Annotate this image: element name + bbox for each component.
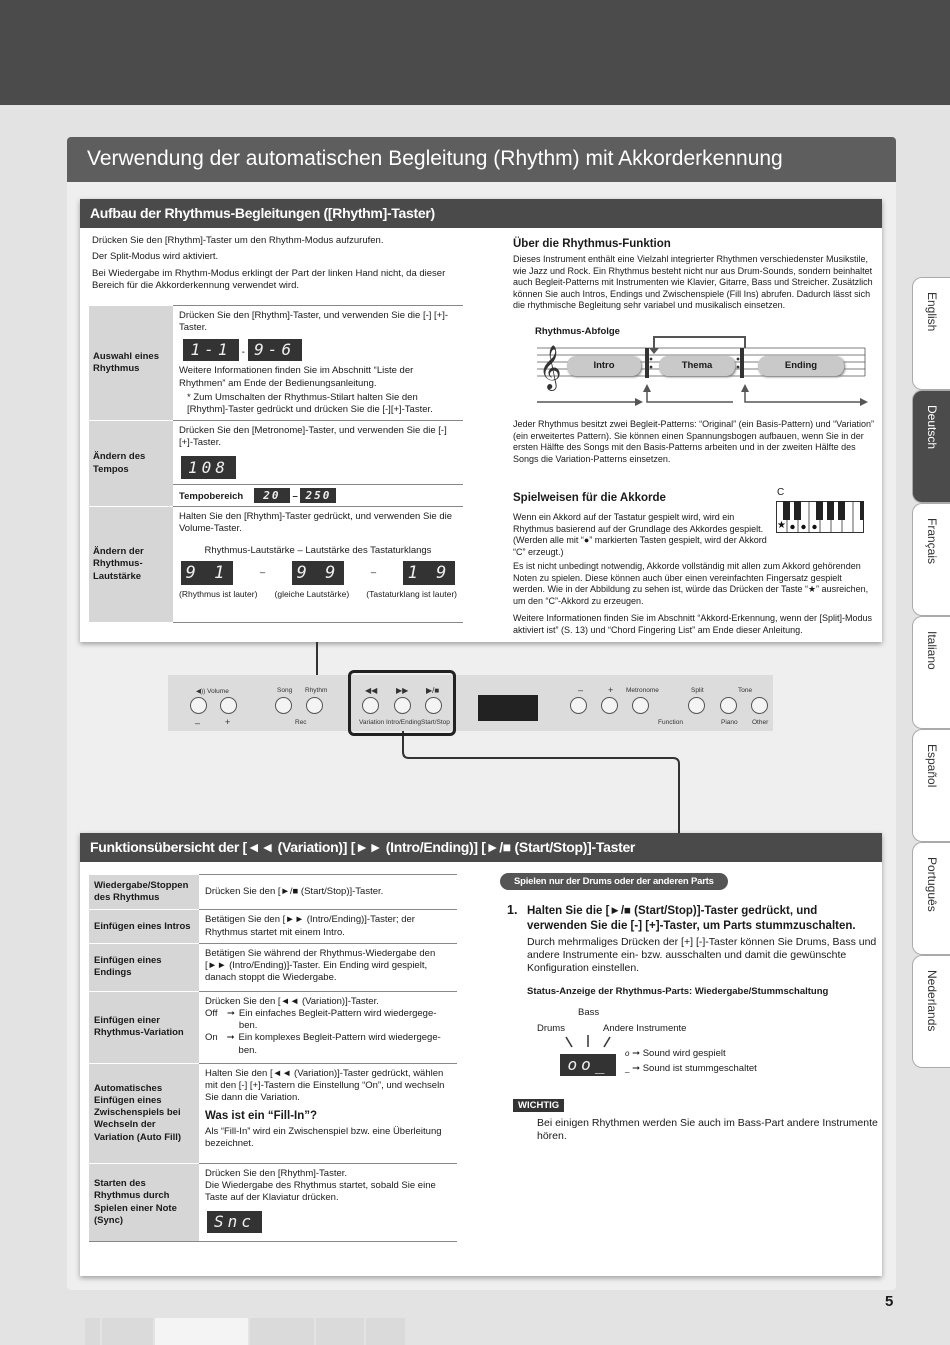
tab-label: Français bbox=[925, 518, 939, 565]
function-label: Function bbox=[658, 719, 683, 726]
tab-italiano[interactable] bbox=[912, 616, 950, 729]
keyboard-icon bbox=[776, 501, 864, 533]
table-row bbox=[89, 421, 463, 507]
sequence-title: Rhythmus-Abfolge bbox=[535, 326, 620, 337]
top-banner bbox=[0, 0, 950, 105]
volume-text: Volume bbox=[207, 688, 229, 695]
section-title: Funktionsübersicht der [◄◄ (Variation)] [►► (Intro/Ending)] [►/■ (Start/Stop)]-Taster bbox=[80, 833, 882, 862]
volume-down-button[interactable] bbox=[190, 697, 207, 714]
arrow-icon: ➞ bbox=[226, 1032, 235, 1044]
song-button[interactable] bbox=[275, 697, 292, 714]
intro-ending-label: Intro/Ending bbox=[386, 719, 422, 726]
tab-label: English bbox=[925, 292, 939, 332]
tab-label: Español bbox=[925, 744, 939, 788]
lcd-display: 9-6 bbox=[248, 339, 302, 361]
start-stop-label: Start/Stop bbox=[421, 719, 450, 726]
rec-label: Rec bbox=[295, 719, 307, 726]
row-label: Ändern des Tempos bbox=[89, 421, 173, 507]
chord-name: C bbox=[777, 487, 785, 498]
lcd-display: 1 9 bbox=[403, 561, 455, 585]
lcd-display: 108 bbox=[181, 456, 236, 479]
row-label: Ändern der Rhythmus-Lautstärke bbox=[89, 506, 173, 622]
wichtig-text: Bei einigen Rhythmen werden Sie auch im Bass-Part andere Instrumente hören. bbox=[537, 1117, 878, 1142]
row-label: Automatisches Einfügen eines Zwischenspiels bei Wechseln der Variation (Auto Fill) bbox=[89, 1063, 199, 1163]
lcd-display: 9 1 bbox=[181, 561, 233, 585]
lcd-display: 20 bbox=[254, 488, 290, 503]
row-text: Drücken Sie den [Rhythm]-Taster. bbox=[205, 1167, 348, 1179]
fast-forward-icon: ▶▶ bbox=[396, 686, 409, 695]
tab-francais[interactable] bbox=[912, 503, 950, 616]
intro-line: Der Split-Modus wird aktiviert. bbox=[92, 251, 219, 263]
page-number: 5 bbox=[885, 1293, 894, 1310]
volume-label: ◀)) Volume bbox=[196, 688, 229, 695]
intro-line: Drücken Sie den [Rhythm]-Taster um den Rhythm-Modus aufzurufen. bbox=[92, 235, 384, 246]
row-text: Drücken Sie den [Rhythm]-Taster, und verwenden Sie die [-] [+]-Taster. bbox=[179, 310, 449, 334]
row-text: Drücken Sie den [Metronome]-Taster, und verwenden Sie die [-] [+]-Taster. bbox=[179, 425, 447, 449]
song-label: Song bbox=[277, 687, 293, 694]
fillin-title: Was ist ein “Fill-In”? bbox=[205, 1110, 318, 1123]
intro-line: Bei Wiedergabe im Rhythm-Modus erklingt der Part der linken Hand nicht, da dieser Bereich für die Akkorderkennung verwendet wird. bbox=[92, 267, 446, 292]
minus-label: – bbox=[195, 718, 201, 728]
pattern-text: Jeder Rhythmus besitzt zwei Begleit-Patterns: “Original” (ein Basis-Pattern) und “Variation” (ein erweitertes Pattern). Sie können einen Spannungsbogen aufbauen, wenn Sie in der ersten Hälfte des Songs mit den Basis-Patterns arbeiten und in der zweiten Hälfte des Songs die Variation-Patterns einsetzen. bbox=[513, 419, 874, 464]
variation-label: Variation bbox=[359, 719, 385, 726]
wichtig-badge: WICHTIG bbox=[513, 1099, 564, 1112]
tab-nederlands[interactable] bbox=[912, 955, 950, 1068]
row-text: Halten Sie den [Rhythm]-Taster gedrückt, und verwenden Sie die Volume-Taster. bbox=[179, 510, 453, 535]
range-label: Tempobereich bbox=[179, 490, 244, 502]
plus-label: + bbox=[225, 717, 231, 727]
table-row bbox=[89, 1063, 457, 1163]
row-text: Halten Sie den [◄◄ (Variation)]-Taster gedrückt, wählen mit den [-] [+]-Tastern die Einstellung “On”, und wechseln Sie dann die Variation. bbox=[205, 1067, 445, 1104]
table-row bbox=[89, 875, 457, 910]
fillin-text: Als “Fill-In” wird ein Zwischenspiel bzw. eine Überleitung bezeichnet. bbox=[205, 1125, 442, 1149]
off-label: Off bbox=[205, 1008, 218, 1020]
lcd-display: 9 9 bbox=[292, 561, 344, 585]
row-text: Betätigen Sie den [►► (Intro/Ending)]-Taster; der Rhythmus startet mit einem Intro. bbox=[199, 910, 457, 943]
intro-text bbox=[92, 235, 462, 293]
chords-text: Wenn ein Akkord auf der Tastatur gespielt wird, wird ein Rhythmus basierend auf der Grundlage des Akkordes gespielt. (Werden alle mit “●” markierten Tasten gespielt, wird der Akkord “C” erzeugt.) bbox=[513, 512, 767, 557]
step-text: Durch mehrmaliges Drücken der [+] [-]-Taster können Sie Drums, Bass und andere Instrumente ein- bzw. ausschalten und damit die gewünschte Konfiguration einstellen. bbox=[527, 936, 877, 975]
row-label: Einfügen eines Intros bbox=[89, 910, 199, 943]
page-title: Verwendung der automatischen Begleitung (Rhythm) mit Akkorderkennung bbox=[67, 137, 896, 182]
other-label: Other bbox=[752, 719, 769, 726]
drums-label: Drums bbox=[537, 1023, 565, 1034]
chords-title: Spielweisen für die Akkorde bbox=[513, 492, 666, 504]
row-label: Einfügen einer Rhythmus-Variation bbox=[89, 991, 199, 1063]
metronome-label: Metronome bbox=[626, 687, 659, 694]
legend-symbol: _ bbox=[625, 1064, 630, 1073]
function-overview-panel bbox=[80, 833, 882, 1276]
tab-portugues[interactable] bbox=[912, 842, 950, 955]
row-content bbox=[173, 506, 463, 622]
row-content bbox=[199, 991, 457, 1063]
table-row bbox=[89, 910, 457, 943]
legend-symbol: o bbox=[625, 1049, 630, 1058]
svg-text:𝄞: 𝄞 bbox=[539, 345, 562, 389]
rhythm-table bbox=[89, 305, 463, 623]
table-row bbox=[89, 991, 457, 1063]
tab-espanol[interactable] bbox=[912, 729, 950, 842]
control-panel bbox=[168, 675, 773, 731]
row-content bbox=[199, 1063, 457, 1163]
row-label: Wiedergabe/Stoppen des Rhythmus bbox=[89, 875, 199, 910]
svg-text:★: ★ bbox=[777, 520, 786, 531]
row-text: Die Wiedergabe des Rhythmus startet, sobald Sie eine Taste auf der Klaviatur drücken. bbox=[205, 1180, 436, 1204]
arrow-icon: ➞ bbox=[226, 1008, 235, 1020]
tab-label: Italiano bbox=[925, 631, 939, 670]
tab-english[interactable] bbox=[912, 277, 950, 390]
tab-label: Deutsch bbox=[925, 405, 939, 450]
lcd-display: 250 bbox=[300, 488, 336, 503]
tab-label: Nederlands bbox=[925, 970, 939, 1032]
lcd-screen bbox=[478, 695, 538, 721]
function-table bbox=[89, 874, 457, 1242]
table-row bbox=[89, 943, 457, 991]
row-content bbox=[173, 421, 463, 507]
drums-badge: Spielen nur der Drums oder der anderen Parts bbox=[500, 873, 728, 890]
lcd-display: 1-1 bbox=[183, 339, 239, 361]
row-content bbox=[173, 306, 463, 421]
minus-label: – bbox=[578, 685, 584, 695]
legend-on: o ➞ Sound wird gespielt bbox=[625, 1048, 726, 1059]
row-text: Betätigen Sie während der Rhythmus-Wiedergabe den [►► (Intro/Ending)]-Taster. Ein Ending wird gespielt, danach stoppt die Wiedergabe. bbox=[199, 943, 457, 991]
volume-caption: Rhythmus-Lautstärke – Lautstärke des Tastaturklangs bbox=[204, 545, 432, 557]
chord-keyboard bbox=[776, 501, 864, 533]
legend-text: Sound wird gespielt bbox=[642, 1048, 726, 1059]
legend-off: _ ➞ Sound ist stummgeschaltet bbox=[625, 1063, 757, 1074]
chords-text: Weitere Informationen finden Sie im Abschnitt “Akkord-Erkennung, wenn der [Split]-Modus aktiviert ist” (S. 13) und “Chord Fingering List” am Ende dieser Anleitung. bbox=[513, 613, 873, 635]
table-row bbox=[89, 506, 463, 622]
table-row bbox=[89, 1163, 457, 1242]
intro-ending-button[interactable] bbox=[394, 697, 411, 714]
separator: – bbox=[292, 490, 298, 502]
connector-line bbox=[316, 642, 318, 675]
piano-button[interactable] bbox=[720, 697, 737, 714]
connector-line bbox=[390, 730, 690, 834]
variation-button[interactable] bbox=[362, 697, 379, 714]
separator: – bbox=[259, 567, 266, 579]
theme-block: Thema bbox=[659, 356, 735, 376]
sublabel: (Tastaturklang ist lauter) bbox=[366, 589, 457, 600]
off-text: Ein einfaches Begleit-Pattern wird wiedergegeben. bbox=[238, 1008, 437, 1032]
sublabel: (gleiche Lautstärke) bbox=[274, 589, 350, 600]
table-row bbox=[89, 306, 463, 421]
rhythm-label: Rhythm bbox=[305, 687, 328, 694]
metronome-button[interactable] bbox=[632, 697, 649, 714]
row-note: * Zum Umschalten der Rhythmus-Stilart halten Sie den [Rhythm]-Taster gedrückt und drücken Sie die [-][+]-Taster. bbox=[187, 391, 433, 416]
status-pointer-lines bbox=[558, 1035, 618, 1055]
rhythm-structure-panel bbox=[80, 199, 882, 642]
sequence-diagram bbox=[535, 334, 875, 409]
rhythm-button[interactable] bbox=[306, 697, 323, 714]
ending-block: Ending bbox=[758, 356, 844, 376]
plus-button[interactable] bbox=[601, 697, 618, 714]
on-text: Ein komplexes Begleit-Pattern wird wiedergegeben. bbox=[238, 1032, 441, 1056]
play-stop-icon: ▶/■ bbox=[426, 686, 440, 695]
row-label: Starten des Rhythmus durch Spielen einer Note (Sync) bbox=[89, 1163, 199, 1242]
piano-label: Piano bbox=[721, 719, 738, 726]
split-label: Split bbox=[691, 687, 704, 694]
tab-deutsch[interactable] bbox=[912, 390, 950, 503]
row-label: Auswahl eines Rhythmus bbox=[89, 306, 173, 421]
minus-button[interactable] bbox=[570, 697, 587, 714]
row-text: Weitere Informationen finden Sie im Abschnitt “Liste der Rhythmen” am Ende der Bedienungsanleitung. bbox=[179, 365, 414, 389]
row-label: Einfügen eines Endings bbox=[89, 943, 199, 991]
bass-label: Bass bbox=[578, 1007, 600, 1018]
plus-label: + bbox=[608, 685, 614, 695]
start-stop-button[interactable] bbox=[425, 697, 442, 714]
others-label: Andere Instrumente bbox=[603, 1023, 687, 1034]
lcd-display: oo_ bbox=[560, 1054, 616, 1076]
row-text: Drücken Sie den [◄◄ (Variation)]-Taster. bbox=[205, 995, 379, 1007]
about-text: Dieses Instrument enthält eine Vielzahl integrierter Rhythmen verschiedenster Musikstile, wie Jazz und Rock. Ein Rhythmus besteht nicht nur aus Drum-Sounds, sondern beinhaltet auch Begleit-Patterns mit Instrumenten wie Klavier, Gitarre, Bass und Streicher. Zusätzlich können Sie auch Intros, Endings und Zwischenspiele (Fill Ins) abrufen. Dadurch lässt sich die rhythmische Begleitung sehr variabel und musikalisch einsetzen. bbox=[513, 254, 873, 310]
tab-label: Português bbox=[925, 857, 939, 912]
step-number: 1. bbox=[507, 903, 518, 917]
lcd-display: Snc bbox=[207, 1211, 262, 1233]
intro-block: Intro bbox=[567, 356, 641, 376]
row-text: Drücken Sie den [►/■ (Start/Stop)]-Taster. bbox=[199, 875, 457, 910]
on-label: On bbox=[205, 1032, 218, 1044]
row-content bbox=[199, 1163, 457, 1242]
rewind-icon: ◀◀ bbox=[365, 686, 378, 695]
about-rhythm bbox=[513, 238, 875, 312]
tone-label: Tone bbox=[738, 687, 753, 694]
bottom-strip bbox=[85, 1318, 405, 1345]
section-title: Aufbau der Rhythmus-Begleitungen ([Rhythm]-Taster) bbox=[80, 199, 882, 228]
about-title: Über die Rhythmus-Funktion bbox=[513, 238, 671, 250]
sublabel: (Rhythmus ist lauter) bbox=[179, 589, 258, 600]
split-button[interactable] bbox=[688, 697, 705, 714]
status-title: Status-Anzeige der Rhythmus-Parts: Wiedergabe/Stummschaltung bbox=[527, 986, 829, 997]
step-title: Halten Sie die [►/■ (Start/Stop)]-Taster gedrückt, und verwenden Sie die [-] [+]-Taster, um Parts stummzuschalten. bbox=[527, 905, 856, 932]
separator: - bbox=[241, 347, 245, 359]
volume-up-button[interactable] bbox=[220, 697, 237, 714]
other-button[interactable] bbox=[751, 697, 768, 714]
legend-text: Sound ist stummgeschaltet bbox=[642, 1063, 757, 1074]
chords-text: Es ist nicht unbedingt notwendig, Akkorde vollständig mit allen zum Akkord gehörenden Noten zu spielen. Diese können auch über einen vereinfachten Fingersatz gespielt werden. Wie in der Abbildung zu sehen ist, würde das Drücken der Taste “★” ausreichen, um den “C”-Akkord zu erzeugen. bbox=[513, 561, 869, 606]
separator: – bbox=[370, 567, 377, 579]
